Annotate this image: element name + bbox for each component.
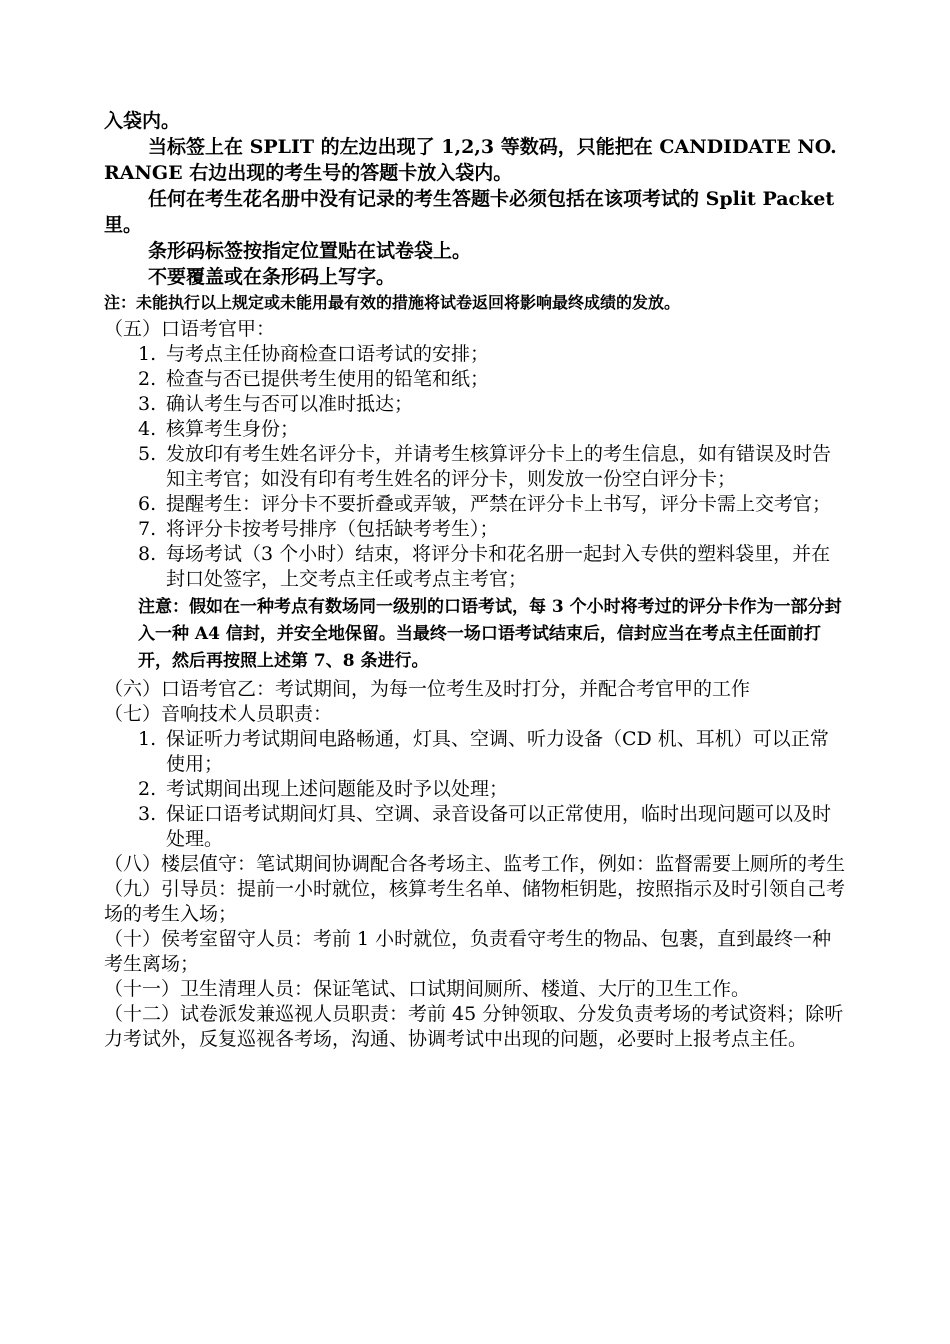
paragraph-no-cover: 不要覆盖或在条形码上写字。 (148, 266, 396, 288)
list-item: 6. 提醒考生：评分卡不要折叠或弄皱，严禁在评分卡上书写，评分卡需上交考官； (138, 493, 832, 515)
list-item: 3. 保证口语考试期间灯具、空调、录音设备可以正常使用，临时出现问题可以及时处理。 (138, 803, 832, 850)
list-item: 5. 发放印有考生姓名评分卡，并请考生核算评分卡上的考生信息，如有错误及时告知主考官；如没有印有考生姓名的评分卡，则发放一份空白评分卡； (138, 443, 832, 490)
section-title-11: （十一）卫生清理人员：保证笔试、口试期间厕所、楼道、大厅的卫生工作。 (104, 978, 751, 1000)
list-item: 3. 确认考生与否可以准时抵达； (138, 393, 414, 415)
section-title-6: （六）口语考官乙：考试期间，为每一位考生及时打分，并配合考官甲的工作 (104, 678, 751, 700)
notice-oral-exam: 注意：假如在一种考点有数场同一级别的口语考试，每 3 个小时将考过的评分卡作为一部分封入一种 A4 信封，并安全地保留。当最终一场口语考试结束后，信封应当在考点主任面前打开，然后再按照上述第 7、8 条进行。 (138, 597, 842, 671)
section-title-8: （八）楼层值守：笔试期间协调配合各考场主、监考工作，例如：监督需要上厕所的考生 (104, 853, 846, 875)
paragraph-split-packet: 任何在考生花名册中没有记录的考生答题卡必须包括在该项考试的 Split Packet 里。 (104, 188, 835, 236)
section-title-12: （十二）试卷派发兼巡视人员职责：考前 45 分钟领取、分发负责考场的考试资料；除听力考试外，反复巡视各考场，沟通、协调考试中出现的问题，必要时上报考点主任。 (104, 1003, 844, 1050)
section-title-5: （五）口语考官甲： (104, 318, 276, 340)
note-return: 注：未能执行以上规定或未能用最有效的措施将试卷返回将影响最终成绩的发放。 (104, 293, 681, 312)
document-content (104, 108, 846, 1052)
list-item: 1. 保证听力考试期间电路畅通，灯具、空调、听力设备（CD 机、耳机）可以正常使用； (138, 728, 829, 775)
paragraph-continued: 入袋内。 (104, 110, 181, 132)
section-title-7: （七）音响技术人员职责： (104, 703, 333, 725)
list-item: 2. 检查与否已提供考生使用的铅笔和纸； (138, 368, 490, 390)
paragraph-split-rule: 当标签上在 SPLIT 的左边出现了 1,2,3 等数码，只能把在 CANDIDATE NO. RANGE 右边出现的考生号的答题卡放入袋内。 (104, 136, 837, 184)
section-title-9: （九）引导员：提前一小时就位，核算考生名单、储物柜钥匙，按照指示及时引领自己考场的考生入场； (104, 878, 846, 925)
section-title-10: （十）侯考室留守人员：考前 1 小时就位，负责看守考生的物品、包裹，直到最终一种考生离场； (104, 928, 832, 975)
list-item: 4. 核算考生身份； (138, 418, 300, 440)
section-5-list (104, 342, 846, 592)
section-7-list (104, 727, 846, 852)
list-item: 7. 将评分卡按考号排序（包括缺考考生）； (138, 518, 499, 540)
list-item: 1. 与考点主任协商检查口语考试的安排； (138, 343, 490, 365)
list-item: 2. 考试期间出现上述问题能及时予以处理； (138, 778, 509, 800)
paragraph-barcode: 条形码标签按指定位置贴在试卷袋上。 (148, 240, 472, 262)
list-item: 8. 每场考试（3 个小时）结束，将评分卡和花名册一起封入专供的塑料袋里，并在封口处签字，上交考点主任或考点主考官； (138, 543, 831, 590)
